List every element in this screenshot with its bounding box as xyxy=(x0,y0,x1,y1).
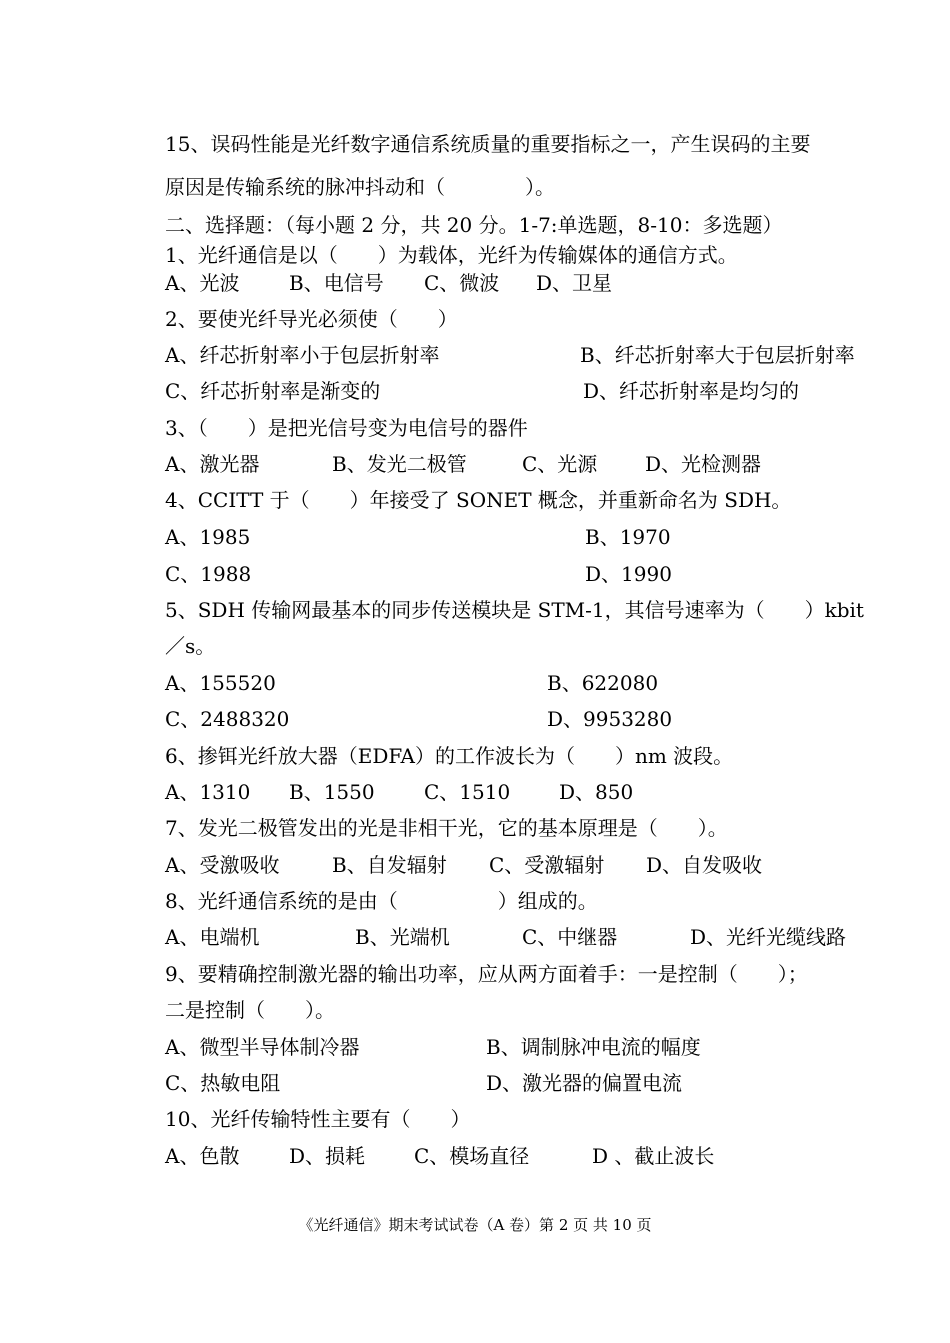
question-9-stem: 9、要精确控制激光器的输出功率，应从两方面着手：一是控制（ ）； xyxy=(165,962,808,986)
option-c: C、热敏电阻 xyxy=(165,1071,281,1095)
option-a: A、电端机 xyxy=(165,925,260,949)
question-8-stem: 8、光纤通信系统的是由（ ）组成的。 xyxy=(165,889,598,913)
option-d: D、自发吸收 xyxy=(646,853,763,877)
option-d: D、激光器的偏置电流 xyxy=(486,1071,683,1095)
question-4-stem: 4、CCITT 于（ ）年接受了 SONET 概念，并重新命名为 SDH。 xyxy=(165,488,792,512)
option-b: B、自发辐射 xyxy=(332,853,447,877)
question-2-options-row2 xyxy=(165,378,885,404)
option-b: B、纤芯折射率大于包层折射率 xyxy=(580,343,855,367)
option-a: A、1985 xyxy=(165,525,251,549)
option-c: C、受激辐射 xyxy=(489,853,605,877)
option-b: B、电信号 xyxy=(289,271,384,295)
option-b: B、光端机 xyxy=(355,925,450,949)
option-b: B、1970 xyxy=(585,525,671,549)
option-d: D、纤芯折射率是均匀的 xyxy=(583,379,800,403)
question-2-options-row1 xyxy=(165,342,885,368)
option-c: C、1510 xyxy=(424,780,511,804)
option-a: A、纤芯折射率小于包层折射率 xyxy=(165,343,440,367)
question-6-options xyxy=(165,779,885,805)
option-c: C、光源 xyxy=(522,452,598,476)
option-b: B、调制脉冲电流的幅度 xyxy=(486,1035,701,1059)
question-6-stem: 6、掺铒光纤放大器（EDFA）的工作波长为（ ）nm 波段。 xyxy=(165,744,734,768)
option-c: C、1988 xyxy=(165,562,252,586)
option-d: D、光纤光缆线路 xyxy=(690,925,847,949)
option-a: A、光波 xyxy=(165,271,240,295)
question-1-stem: 1、光纤通信是以（ ）为载体，光纤为传输媒体的通信方式。 xyxy=(165,243,738,267)
question-8-options xyxy=(165,924,885,950)
question-5-options-row1 xyxy=(165,670,885,696)
option-c: C、微波 xyxy=(424,271,500,295)
q15-line-2: 原因是传输系统的脉冲抖动和（ ）。 xyxy=(165,175,555,199)
option-d: D、卫星 xyxy=(536,271,613,295)
option-d: D、1990 xyxy=(585,562,672,586)
section-heading: 二、选择题：（每小题 2 分，共 20 分。1-7:单选题，8-10：多选题） xyxy=(165,213,783,237)
option-a: A、155520 xyxy=(165,671,276,695)
question-9-options-row1 xyxy=(165,1034,885,1060)
question-3-stem: 3、（ ）是把光信号变为电信号的器件 xyxy=(165,416,528,440)
question-1-options xyxy=(165,270,885,296)
page-footer: 《光纤通信》期末考试试卷（A 卷）第 2 页 共 10 页 xyxy=(298,1216,652,1234)
option-c: C、模场直径 xyxy=(414,1144,530,1168)
question-4-options-row2 xyxy=(165,561,885,587)
question-9-stem-cont: 二是控制（ ）。 xyxy=(165,998,335,1022)
option-c: C、2488320 xyxy=(165,707,290,731)
question-5-options-row2 xyxy=(165,706,885,732)
question-5-stem: 5、SDH 传输网最基本的同步传送模块是 STM-1，其信号速率为（ ）kbit xyxy=(165,598,864,622)
option-b: B、1550 xyxy=(289,780,375,804)
option-b: B、发光二极管 xyxy=(332,452,467,476)
option-a: A、1310 xyxy=(165,780,251,804)
option-a: A、微型半导体制冷器 xyxy=(165,1035,360,1059)
option-a: A、受激吸收 xyxy=(165,853,280,877)
question-2-stem: 2、要使光纤导光必须使（ ） xyxy=(165,307,458,331)
question-3-options xyxy=(165,451,885,477)
question-7-options xyxy=(165,852,885,878)
option-b: D、损耗 xyxy=(289,1144,366,1168)
q15-line-1: 15、误码性能是光纤数字通信系统质量的重要指标之一，产生误码的主要 xyxy=(165,132,811,156)
option-a: A、激光器 xyxy=(165,452,260,476)
question-9-options-row2 xyxy=(165,1070,885,1096)
option-c: C、中继器 xyxy=(522,925,618,949)
option-d: D、850 xyxy=(559,780,634,804)
question-5-stem-cont: ／s。 xyxy=(165,634,216,658)
option-d: D、光检测器 xyxy=(645,452,762,476)
question-4-options-row1 xyxy=(165,524,885,550)
question-10-options xyxy=(165,1143,885,1169)
option-c: C、纤芯折射率是渐变的 xyxy=(165,379,381,403)
option-b: B、622080 xyxy=(547,671,659,695)
option-a: A、色散 xyxy=(165,1144,240,1168)
question-7-stem: 7、发光二极管发出的光是非相干光，它的基本原理是（ ）。 xyxy=(165,816,728,840)
option-d: D 、截止波长 xyxy=(592,1144,715,1168)
question-10-stem: 10、光纤传输特性主要有（ ） xyxy=(165,1107,471,1131)
option-d: D、9953280 xyxy=(547,707,673,731)
